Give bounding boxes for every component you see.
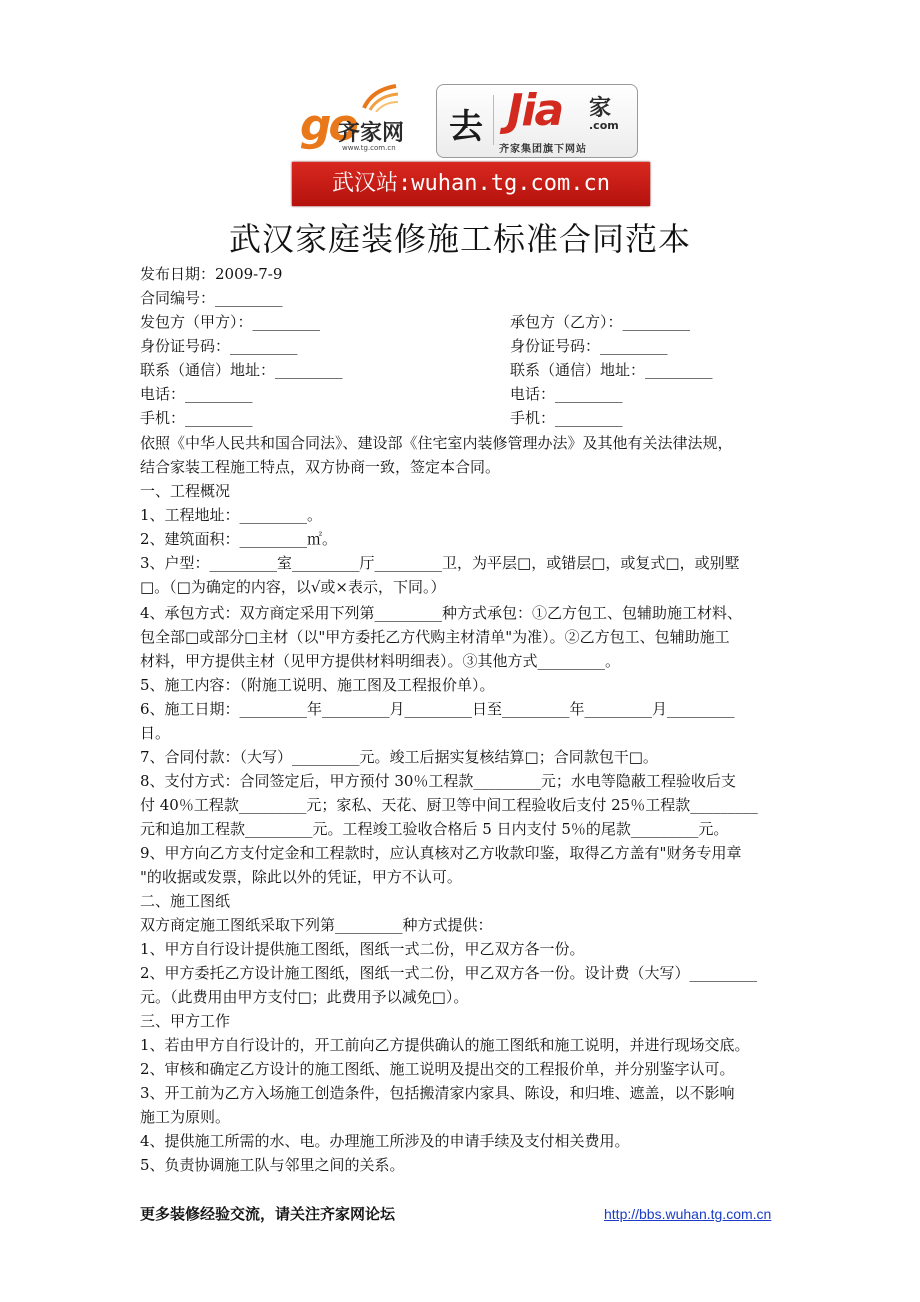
text-line: 2、甲方委托乙方设计施工图纸，图纸一式二份，甲乙双方各一份。设计费（大写）_________ xyxy=(140,964,758,982)
text-line: 双方商定施工图纸采取下列第_________种方式提供： xyxy=(140,916,493,934)
text-line: 4、提供施工所需的水、电。办理施工所涉及的申请手续及支付相关费用。 xyxy=(140,1132,630,1150)
text-line: 包全部□或部分□主材（以"甲方委托乙方代购主材清单"为准）。②乙方包工、包辅助施工 xyxy=(140,628,730,646)
text-line: 一、工程概况 xyxy=(140,482,231,500)
text-line: 9、甲方向乙方支付定金和工程款时，应认真核对乙方收款印鉴，取得乙方盖有"财务专用章 xyxy=(140,844,742,862)
text-line: 手机：_________ xyxy=(140,409,253,427)
text-line: 施工为原则。 xyxy=(140,1108,231,1126)
jia-qu-text: 去 xyxy=(449,107,483,147)
jia-tagline: 齐家集团旗下网站 xyxy=(499,144,587,155)
text-line: 1、甲方自行设计提供施工图纸，图纸一式二份，甲乙双方各一份。 xyxy=(140,940,585,958)
text-line: 二、施工图纸 xyxy=(140,892,231,910)
jia-logo-mark: Jia xyxy=(507,85,563,136)
text-line: 联系（通信）地址：_________ xyxy=(140,361,343,379)
go-logo-url: www.tg.com.cn xyxy=(342,144,396,152)
logo-divider xyxy=(493,95,494,145)
text-line: 1、工程地址：_________。 xyxy=(140,506,323,524)
forum-link[interactable]: http://bbs.wuhan.tg.com.cn xyxy=(604,1206,772,1222)
text-line: 付 40％工程款_________元；家私、天花、厨卫等中间工程验收后支付 25％工程款_________ xyxy=(140,796,758,814)
text-line: 发布日期：2009-7-9 xyxy=(140,265,283,283)
text-line: 3、开工前为乙方入场施工创造条件，包括搬清家内家具、陈设，和归堆、遮盖，以不影响 xyxy=(140,1084,735,1102)
text-line: "的收据或发票，除此以外的凭证，甲方不认可。 xyxy=(140,868,462,886)
wuhan-station-banner[interactable] xyxy=(292,162,650,206)
text-line: 6、施工日期：_________年_________月_________日至_________年_________月_________ xyxy=(140,700,735,718)
footer-forum-note: 更多装修经验交流，请关注齐家网论坛 xyxy=(140,1205,396,1223)
contractor-line: 电话：_________ xyxy=(510,385,623,403)
jia-home-text: 家 xyxy=(589,96,612,121)
text-line: 元。（此费用由甲方支付□；此费用予以减免□）。 xyxy=(140,988,469,1006)
contractor-line: 联系（通信）地址：_________ xyxy=(510,361,713,379)
text-line: 日。 xyxy=(140,724,171,742)
text-line: 7、合同付款：（大写）_________元。竣工后据实复核结算□；合同款包干□。 xyxy=(140,748,658,766)
text-line: 材料，甲方提供主材（见甲方提供材料明细表）。③其他方式_________。 xyxy=(140,652,621,670)
text-line: 电话：_________ xyxy=(140,385,253,403)
go-logo-mark: go xyxy=(300,100,356,151)
text-line: □。（□为确定的内容，以√或×表示，下同。） xyxy=(140,578,446,596)
qujia-logo[interactable] xyxy=(436,84,638,158)
text-line: 2、审核和确定乙方设计的施工图纸、施工说明及提出交的工程报价单，并分别鉴字认可。 xyxy=(140,1060,735,1078)
text-line: 5、施工内容：（附施工说明、施工图及工程报价单）。 xyxy=(140,676,495,694)
text-line: 1、若由甲方自行设计的，开工前向乙方提供确认的施工图纸和施工说明，并进行现场交底。 xyxy=(140,1036,750,1054)
text-line: 8、支付方式：合同签定后，甲方预付 30％工程款_________元；水电等隐蔽工程验收后支 xyxy=(140,772,736,790)
document-title: 武汉家庭装修施工标准合同范本 xyxy=(228,220,691,258)
jia-com-text: .com xyxy=(589,119,619,132)
text-line: 元和追加工程款_________元。工程竣工验收合格后 5 日内支付 5％的尾款_________元。 xyxy=(140,820,729,838)
text-line: 依照《中华人民共和国合同法》、建设部《住宅室内装修管理办法》及其他有关法律法规， xyxy=(140,434,733,452)
qijia-logo[interactable] xyxy=(298,80,428,160)
text-line: 结合家装工程施工特点，双方协商一致，签定本合同。 xyxy=(140,458,501,476)
banner-text: 武汉站:wuhan.tg.com.cn xyxy=(332,171,610,196)
contractor-line: 身份证号码：_________ xyxy=(510,337,668,355)
text-line: 身份证号码：_________ xyxy=(140,337,298,355)
text-line: 5、负责协调施工队与邻里之间的关系。 xyxy=(140,1156,405,1174)
text-line: 2、建筑面积：_________㎡。 xyxy=(140,530,338,548)
sun-rays-icon xyxy=(360,82,400,112)
text-line: 发包方（甲方）：_________ xyxy=(140,313,321,331)
contractor-line: 手机：_________ xyxy=(510,409,623,427)
text-line: 三、甲方工作 xyxy=(140,1012,231,1030)
text-line: 3、户型：_________室_________厅_________卫，为平层□，或错层□，或复式□，或别墅 xyxy=(140,554,740,572)
contractor-line: 承包方（乙方）：_________ xyxy=(510,313,691,331)
go-logo-name: 齐家网 xyxy=(338,121,405,146)
text-line: 合同编号：_________ xyxy=(140,289,283,307)
text-line: 4、承包方式：双方商定采用下列第_________种方式承包：①乙方包工、包辅助施工材料、 xyxy=(140,604,743,622)
